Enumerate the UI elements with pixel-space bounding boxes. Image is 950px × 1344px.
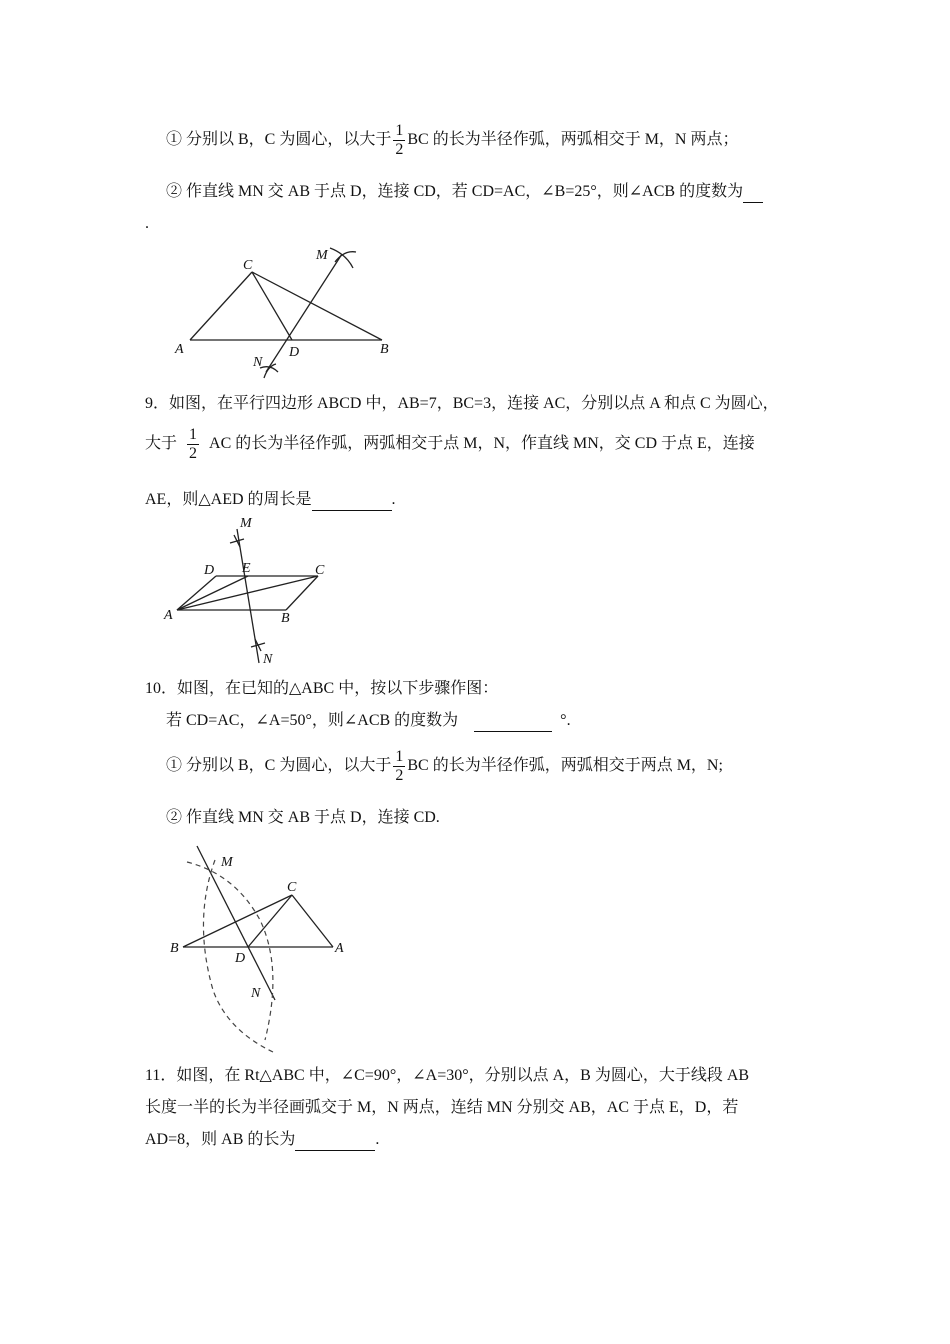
label-C: C [315, 563, 325, 578]
label-A: A [335, 941, 344, 956]
label-E: E [242, 561, 251, 576]
label-B: B [170, 941, 179, 956]
label-D: D [204, 563, 215, 578]
label-M: M [316, 248, 328, 263]
label-A: A [164, 608, 173, 623]
answer-blank [295, 1130, 375, 1151]
q9-line3: AE，则△AED 的周长是 . [145, 490, 396, 511]
q11-line3: AD=8，则 AB 的长为 . [145, 1130, 379, 1151]
p8-step2-end: . [145, 215, 149, 232]
label-M: M [240, 516, 252, 531]
q11-line1: 11．如图，在 Rt△ABC 中，∠C=90°，∠A=30°，分别以点 A，B 为圆心，大于线段 AB [145, 1067, 750, 1084]
q9-line2: 大于 $\frac{1}{2}$ AC 的长为半径作弧，两弧相交于点 M，N，作直线 MN，交 CD 于点 E，连接 [145, 426, 755, 462]
label-M: M [221, 855, 233, 870]
label-B: B [281, 611, 290, 626]
label-D: D [289, 345, 300, 360]
label-C: C [243, 258, 253, 273]
q10-line1: 10．如图，在已知的△ABC 中，按以下步骤作图： [145, 680, 499, 697]
answer-blank [312, 490, 392, 511]
label-C: C [287, 880, 297, 895]
label-N: N [263, 652, 273, 667]
label-N: N [251, 986, 261, 1001]
fraction: $\frac{1}{2}$ [395, 748, 404, 784]
q10-step2: ② 作直线 MN 交 AB 于点 D，连接 CD. [166, 809, 440, 826]
fraction: $\frac{1}{2}$ [395, 122, 404, 158]
label-B: B [380, 342, 389, 357]
figure-q9 [160, 515, 360, 665]
q10-step1: ① 分别以 B，C 为圆心，以大于 $\frac{1}{2}$ BC 的长为半径作弧，两弧相交于两点 M，N; [166, 748, 723, 784]
q10-line2: 若 CD=AC，∠A=50°，则∠ACB 的度数为 °. [166, 711, 571, 732]
p8-step2: ② 作直线 MN 交 AB 于点 D，连接 CD，若 CD=AC，∠B=25°，则∠ACB 的度数为 [166, 182, 763, 203]
label-N: N [253, 355, 263, 370]
figure-p8 [170, 240, 400, 380]
answer-blank [743, 182, 763, 203]
answer-blank [474, 711, 552, 732]
p8-step1: ① 分别以 B，C 为圆心，以大于 $\frac{1}{2}$ BC 的长为半径作弧，两弧相交于 M，N 两点； [166, 122, 739, 158]
figure-q10 [165, 840, 365, 1055]
label-D: D [235, 951, 246, 966]
label-A: A [175, 342, 184, 357]
q11-line2: 长度一半的长为半径画弧交于 M，N 两点，连结 MN 分别交 AB，AC 于点 E，D，若 [145, 1099, 739, 1116]
q9-line1: 9．如图，在平行四边形 ABCD 中，AB=7，BC=3，连接 AC，分别以点 A 和点 C 为圆心， [145, 395, 779, 412]
fraction: $\frac{1}{2}$ [189, 426, 198, 462]
